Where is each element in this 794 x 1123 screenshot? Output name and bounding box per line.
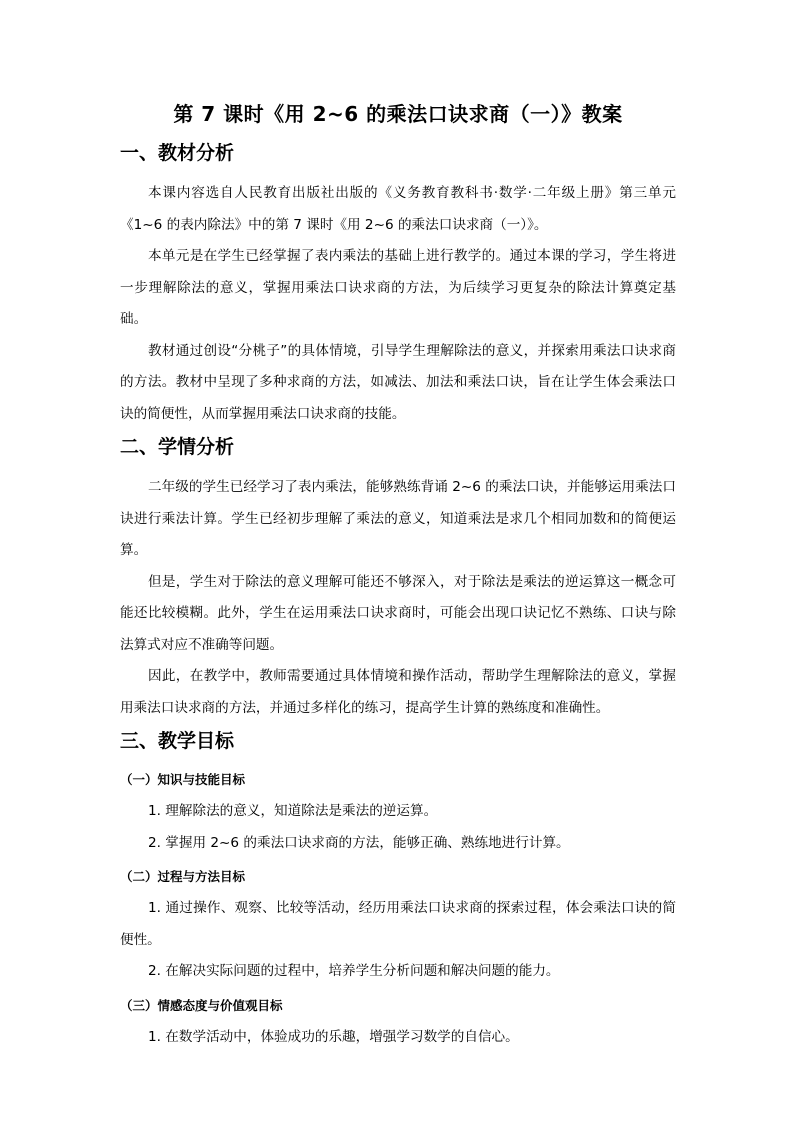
objective-item: 2. 在解决实际问题的过程中，培养学生分析问题和解决问题的能力。	[148, 963, 560, 979]
objective-item: 1. 通过操作、观察、比较等活动，经历用乘法口诀求商的探索过程，体会乘法口诀的简便性。	[120, 900, 676, 948]
objective-item: 1. 在数学活动中，体验成功的乐趣，增强学习数学的自信心。	[148, 1028, 519, 1045]
paragraph: 本课内容选自人民教育出版社出版的《义务教育教科书·数学·二年级上册》第三单元《1~6 的表内除法》中的第 7 课时《用 2~6 的乘法口诀求商（一）》。	[120, 185, 676, 233]
section-heading-textbook-analysis: 一、教材分析	[120, 142, 235, 164]
paragraph: 二年级的学生已经学习了表内乘法，能够熟练背诵 2~6 的乘法口诀，并能够运用乘法口诀进行乘法计算。学生已经初步理解了乘法的意义，知道乘法是求几个相同加数和的简便运算。	[120, 479, 676, 558]
objective-item: 2. 掌握用 2~6 的乘法口诀求商的方法，能够正确、熟练地进行计算。	[148, 834, 570, 851]
subsection-heading-process-methods: （二）过程与方法目标	[120, 869, 246, 884]
paragraph: 本单元是在学生已经掌握了表内乘法的基础上进行教学的。通过本课的学习，学生将进一步理解除法的意义，掌握用乘法口诀求商的方法，为后续学习更复杂的除法计算奠定基础。	[120, 248, 676, 327]
document-title: 第 7 课时《用 2~6 的乘法口诀求商（一）》教案	[173, 102, 623, 126]
document-page	[120, 100, 676, 1053]
objective-item: 1. 理解除法的意义，知道除法是乘法的逆运算。	[148, 803, 438, 819]
section-heading-teaching-objectives: 三、教学目标	[120, 730, 235, 752]
paragraph: 教材通过创设“分桃子”的具体情境，引导学生理解除法的意义，并探索用乘法口诀求商的方法。教材中呈现了多种求商的方法，如减法、加法和乘法口诀，旨在让学生体会乘法口诀的简便性，从而掌握用乘法口诀求商的技能。	[120, 342, 676, 422]
paragraph: 因此，在教学中，教师需要通过具体情境和操作活动，帮助学生理解除法的意义，掌握用乘法口诀求商的方法，并通过多样化的练习，提高学生计算的熟练度和准确性。	[120, 668, 676, 716]
subsection-heading-attitudes-values: （三）情感态度与价值观目标	[120, 997, 283, 1013]
section-heading-student-analysis: 二、学情分析	[120, 436, 235, 458]
paragraph: 但是，学生对于除法的意义理解可能还不够深入，对于除法是乘法的逆运算这一概念可能还比较模糊。此外，学生在运用乘法口诀求商时，可能会出现口诀记忆不熟练、口诀与除法算式对应不准确等问题。	[120, 573, 676, 653]
subsection-heading-knowledge-skills: （一）知识与技能目标	[120, 772, 246, 787]
